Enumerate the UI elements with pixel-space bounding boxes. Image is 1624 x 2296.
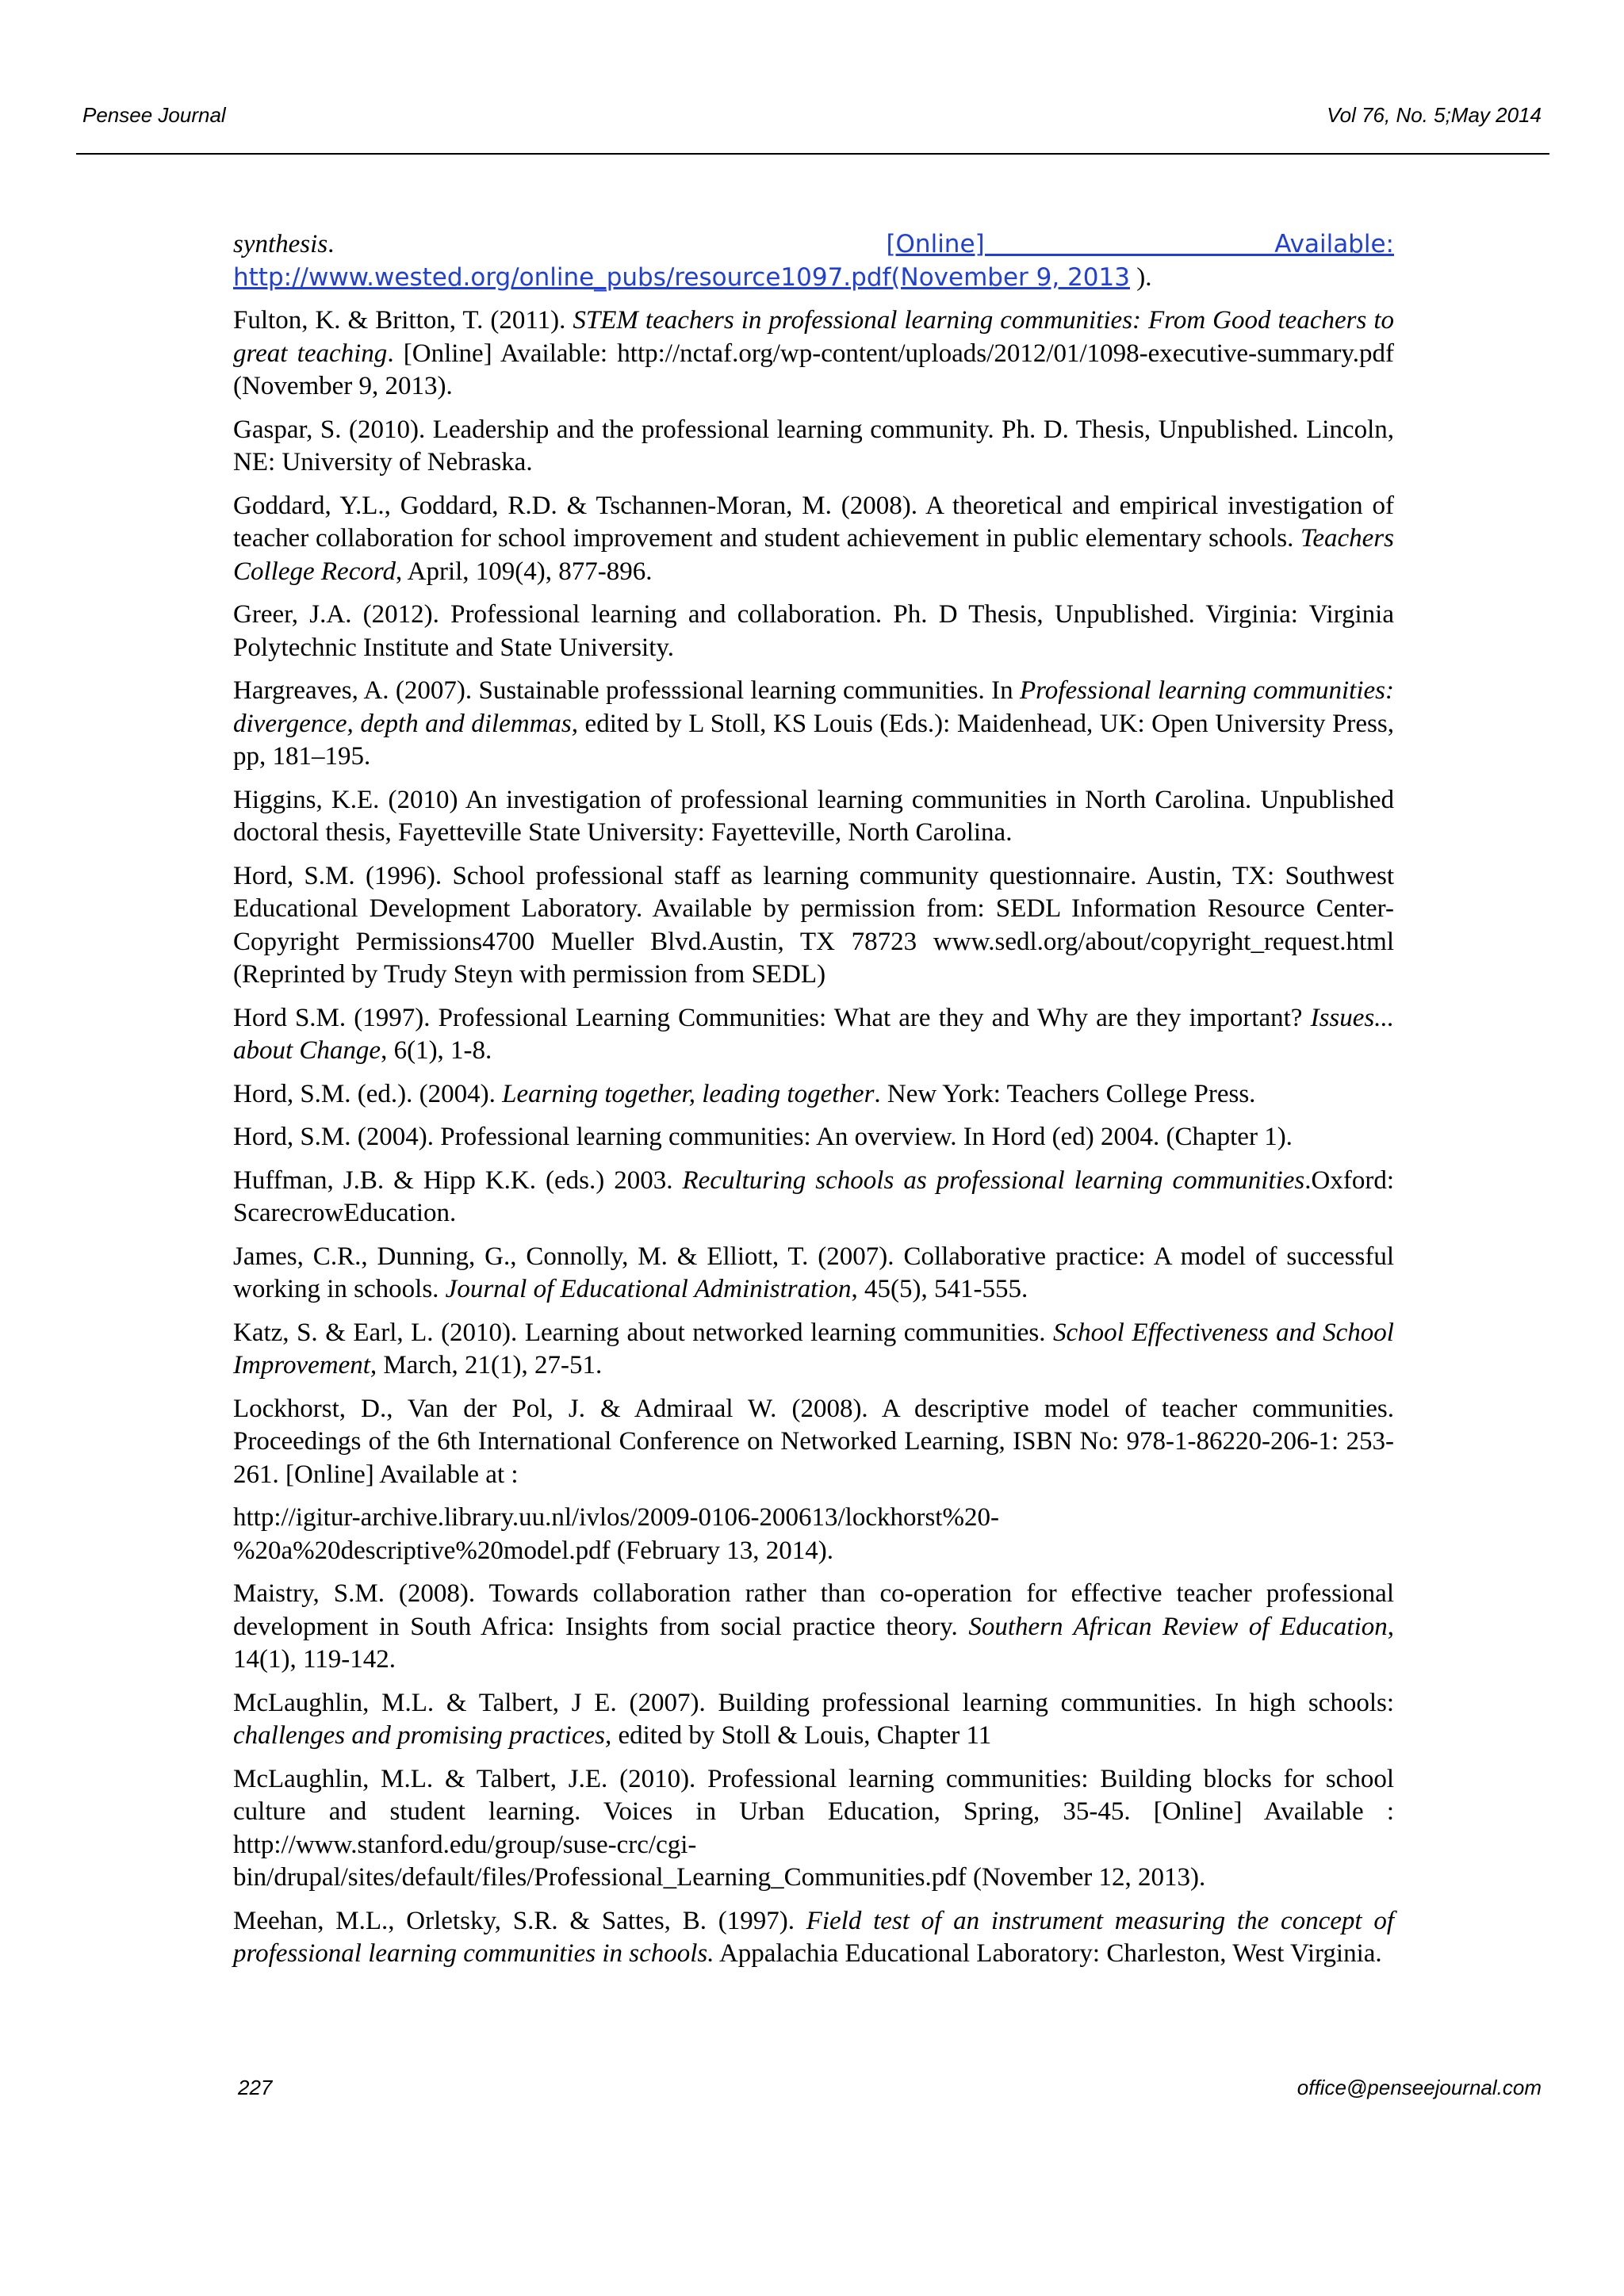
page-number: 227 [238, 2076, 273, 2099]
reference-item: Fulton, K. & Britton, T. (2011). STEM teachers in professional learning communities: From Good teachers to great teaching. [Online] Available: http://nctaf.org/wp-content/uploads/2012/01/1098-executive-summary.pdf (November 9, 2013). [233, 306, 1394, 400]
reference-item: Gaspar, S. (2010). Leadership and the professional learning community. Ph. D. Thesis, Unpublished. Lincoln, NE: University of Nebraska. [233, 415, 1394, 476]
reference-item: Maistry, S.M. (2008). Towards collaboration rather than co-operation for effective teacher professional development in South Africa: Insights from social practice theory. Southern African Review of Education, 14(1), 119-142. [233, 1579, 1395, 1674]
online-available-link[interactable]: [Online] Available: [886, 230, 1394, 258]
reference-item: James, C.R., Dunning, G., Connolly, M. & Elliott, T. (2007). Collaborative practice: A model of successful working in schools. Journal of Educational Administration, 45(5), 541-555. [233, 1242, 1394, 1303]
reference-item: Hargreaves, A. (2007). Sustainable professsional learning communities. In Professional learning communities: divergence, depth and dilemmas, edited by L Stoll, KS Louis (Eds.): Maidenhead, UK: Open University Press, pp, 181–195. [233, 676, 1395, 771]
reference-item: Katz, S. & Earl, L. (2010). Learning about networked learning communities. School Effectiveness and School Improvement, March, 21(1), 27-51. [233, 1318, 1394, 1380]
reference-item: Hord S.M. (1997). Professional Learning Communities: What are they and Why are they important? Issues... about Change, 6(1), 1-8. [233, 1003, 1394, 1065]
reference-item: Goddard, Y.L., Goddard, R.D. & Tschannen-Moran, M. (2008). A theoretical and empirical investigation of teacher collaboration for school improvement and student achievement in public elementary schools. Teachers College Record, April, 109(4), 877-896. [233, 491, 1394, 586]
reference-url-link[interactable]: http://www.wested.org/online_pubs/resource1097.pdf(November 9, 2013 [233, 262, 1130, 292]
reference-item: McLaughlin, M.L. & Talbert, J.E. (2010). Professional learning communities: Building blocks for school culture and student learning. Voices in Urban Education, Spring, 35-45. [Online] Available : http://www.stanford.edu/group/suse-crc/cgi- bin/drupal/sites/default/files/Professional_Learning_Communities.pdf (November 12, 2013). [233, 1764, 1394, 1892]
contact-email: office@penseejournal.com [1297, 2076, 1542, 2099]
issue-info: Vol 76, No. 5;May 2014 [1327, 103, 1542, 127]
reference-text: ). [1129, 262, 1152, 292]
reference-item: Higgins, K.E. (2010) An investigation of professional learning communities in North Carolina. Unpublished doctoral thesis, Fayetteville State University: Fayetteville, North Carolina. [233, 785, 1394, 847]
reference-item: Hord, S.M. (ed.). (2004). Learning together, leading together. New York: Teachers College Press. [233, 1079, 1256, 1108]
reference-item: McLaughlin, M.L. & Talbert, J E. (2007). Building professional learning communities. In high schools: challenges and promising practices, edited by Stoll & Louis, Chapter 11 [233, 1688, 1394, 1750]
header-divider [76, 153, 1549, 155]
reference-italic: synthesis [233, 230, 328, 258]
journal-name: Pensee Journal [82, 103, 226, 127]
reference-item: Greer, J.A. (2012). Professional learning and collaboration. Ph. D Thesis, Unpublished. Virginia: Virginia Polytechnic Institute and State University. [233, 600, 1394, 662]
reference-item [233, 228, 1394, 262]
reference-item: http://igitur-archive.library.uu.nl/ivlos/2009-0106-200613/lockhorst%20- %20a%20descriptive%20model.pdf (February 13, 2014). [233, 1503, 999, 1565]
reference-text: . [327, 230, 335, 258]
reference-list [233, 228, 1394, 1981]
reference-item: Hord, S.M. (1996). School professional staff as learning community questionnaire. Austin, TX: Southwest Educational Development Laboratory. Available by permission from: SEDL Information Resource Center-Copyright Permissions4700 Mueller Blvd.Austin, TX 78723 www.sedl.org/about/copyright_request.html (Reprinted by Trudy Steyn with permission from SEDL) [233, 861, 1394, 989]
reference-item: Hord, S.M. (2004). Professional learning communities: An overview. In Hord (ed) 2004. (Chapter 1). [233, 1123, 1293, 1151]
reference-item: Meehan, M.L., Orletsky, S.R. & Sattes, B. (1997). Field test of an instrument measuring the concept of professional learning communities in schools. Appalachia Educational Laboratory: Charleston, West Virginia. [233, 1906, 1394, 1968]
reference-item: Huffman, J.B. & Hipp K.K. (eds.) 2003. Reculturing schools as professional learning communities.Oxford: ScarecrowEducation. [233, 1165, 1395, 1227]
reference-item: Lockhorst, D., Van der Pol, J. & Admiraal W. (2008). A descriptive model of teacher communities. Proceedings of the 6th International Conference on Networked Learning, ISBN No: 978-1-86220-206-1: 253-261. [Online] Available at : [233, 1394, 1394, 1489]
reference-item [233, 262, 1394, 295]
